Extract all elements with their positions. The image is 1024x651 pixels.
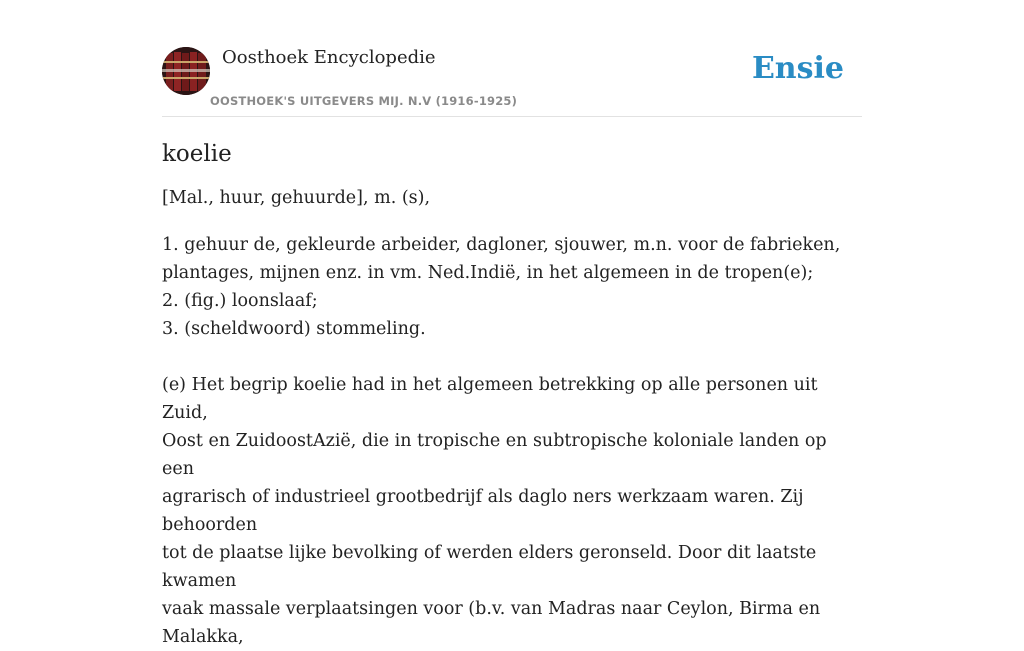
note-line: agrarisch of industrieel grootbedrijf als daglo ners werkzaam waren. Zij behoorden [162, 487, 804, 535]
site-name[interactable]: Oosthoek Encyclopedie [222, 47, 436, 68]
publisher-label: OOSTHOEK'S UITGEVERS MIJ. N.V (1916-1925) [210, 94, 518, 108]
etymology: [Mal., huur, gehuurde], m. (s), [162, 188, 431, 208]
note-line: (e) Het begrip koelie had in het algemeen betrekking op alle personen uit Zuid, [162, 375, 818, 423]
definition-line: 3. (scheldwoord) stommeling. [162, 319, 426, 339]
note-line: vaak massale verplaatsingen voor (b.v. van Madras naar Ceylon, Birma en Malakka, [162, 599, 821, 647]
definition-line: plantages, mijnen enz. in vm. Ned.Indië, in het algemeen in de tropen(e); [162, 263, 814, 283]
note-line: Oost en ZuidoostAzië, die in tropische en subtropische koloniale landen op een [162, 431, 827, 479]
page-title: koelie [162, 141, 232, 167]
ensie-logo[interactable]: Ensie [751, 51, 844, 86]
definition-line: 2. (fig.) loonslaaf; [162, 291, 318, 311]
explanatory-note [162, 371, 862, 651]
article-body [162, 136, 862, 651]
site-header [162, 46, 862, 117]
encyclopedia-books-icon[interactable] [162, 47, 210, 95]
definitions [162, 231, 862, 343]
note-line: tot de plaatse lijke bevolking of werden elders geronseld. Door dit laatste kwamen [162, 543, 817, 591]
definition-line: 1. gehuur de, gekleurde arbeider, dagloner, sjouwer, m.n. voor de fabrieken, [162, 235, 841, 255]
